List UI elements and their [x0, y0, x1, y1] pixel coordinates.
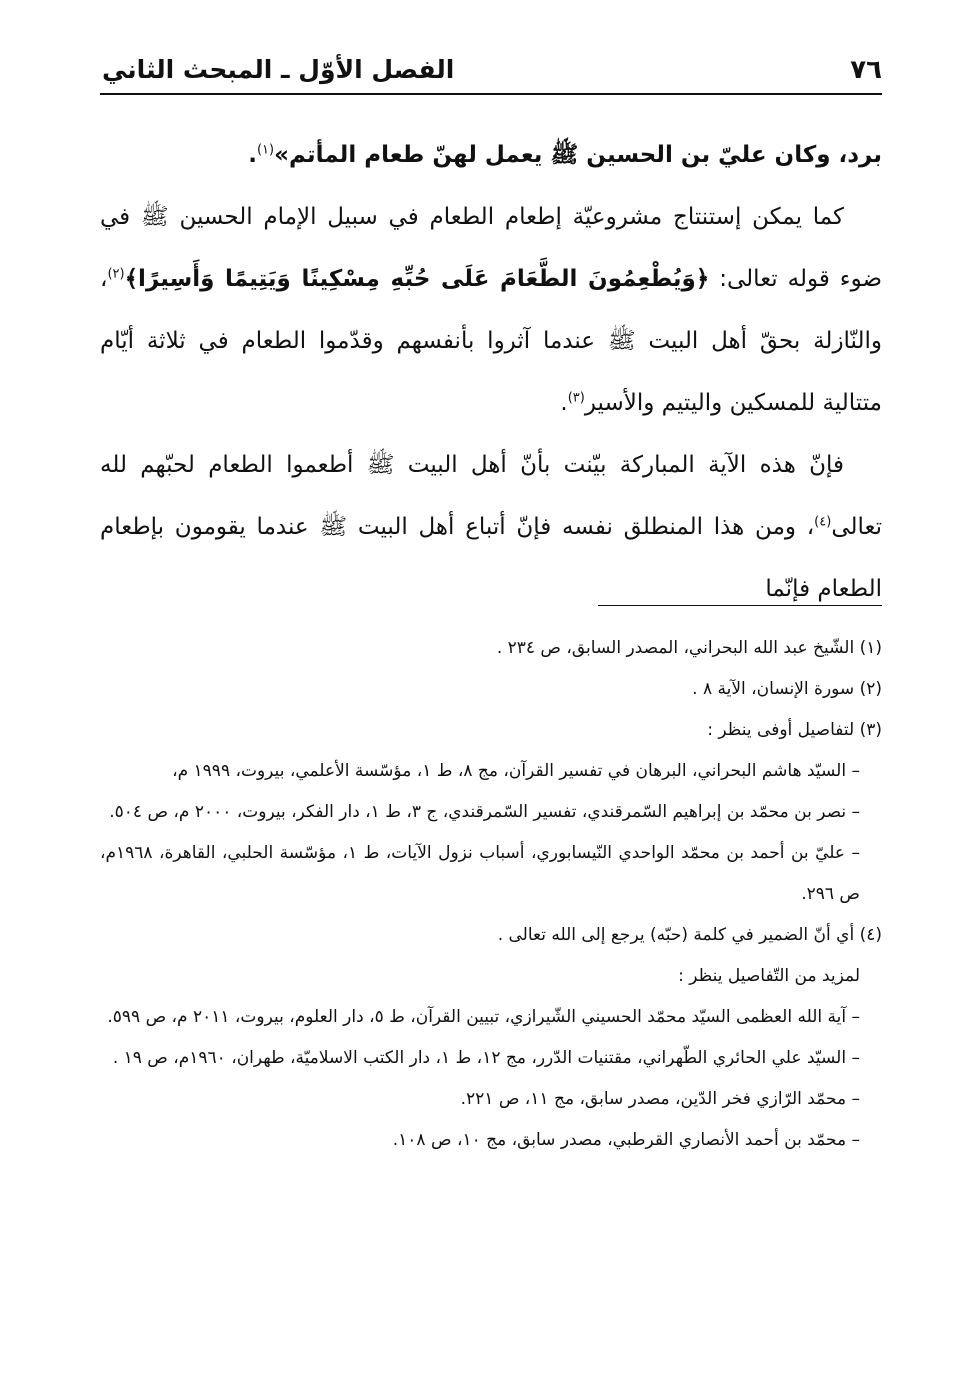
footnote-4-source-4: – محمّد بن أحمد الأنصاري القرطبي، مصدر سابق، مج ١٠، ص ١٠٨. — [392, 1130, 860, 1150]
footnote-3-source-1: – السيّد هاشم البحراني، البرهان في تفسير القرآن، مج ٨، ط ١، مؤسّسة الأعلمي، بيروت، ١٩٩٩ م، — [172, 761, 860, 781]
running-header — [102, 52, 882, 92]
footnote-ref-3[interactable]: (٣) — [567, 390, 585, 406]
paragraph-3-end: ، ومن هذا المنطلق نفسه فإنّ أتباع أهل البيت ﷺ عندما يقومون بإطعام الطعام فإنّما — [100, 514, 882, 602]
paragraph-1-end: . — [248, 142, 257, 168]
footnote-1: (١) الشّيخ عبد الله البحراني، المصدر السابق، ص ٢٣٤ . — [496, 638, 882, 658]
header-rule — [100, 93, 882, 95]
paragraph-1-text: برد، وكان عليّ بن الحسين ﷺ يعمل لهنّ طعام المأتم» — [274, 142, 882, 168]
footnote-ref-2[interactable]: (٢) — [107, 266, 125, 282]
paragraph-1 — [100, 124, 882, 186]
quran-verse: ﴿وَيُطْعِمُونَ الطَّعَامَ عَلَى حُبِّهِ مِسْكِينًا وَيَتِيمًا وَأَسِيرًا﴾ — [124, 266, 710, 292]
running-title: الفصل الأوّل ـ المبحث الثاني — [102, 55, 455, 84]
paragraph-2-middle: ، والنّازلة بحقّ أهل البيت ﷺ عندما آثروا بأنفسهم وقدّموا الطعام في ثلاثة أيّام متتالية للمسكين واليتيم والأسير — [100, 266, 882, 416]
paragraph-2-start: كما يمكن إستنتاج مشروعيّة إطعام الطعام في سبيل الإمام الحسين ﷺ في ضوء قوله تعالى: — [100, 204, 882, 292]
footnote-3-source-3: – عليّ بن أحمد بن محمّد الواحدي النّيسابوري، أسباب نزول الآيات، ط ١، مؤسّسة الحلبي، القاهرة، ١٩٦٨م، ص ٢٩٦. — [100, 843, 860, 904]
footnote-3: (٣) لتفاصيل أوفى ينظر : — [707, 720, 882, 740]
footnote-ref-4[interactable]: (٤) — [814, 514, 832, 530]
main-text — [100, 124, 882, 620]
paragraph-3-start: فإنّ هذه الآية المباركة بيّنت بأنّ أهل البيت ﷺ أطعموا الطعام لحبّهم لله تعالى — [100, 452, 882, 540]
footnote-4: (٤) أي أنّ الضمير في كلمة (حبّه) يرجع إلى الله تعالى . — [497, 925, 882, 945]
footnote-4-source-3: – محمّد الرّازي فخر الدّين، مصدر سابق، مج ١١، ص ٢٢١. — [460, 1089, 860, 1109]
footnote-3-source-2: – نصر بن محمّد بن إبراهيم السّمرقندي، تفسير السّمرقندي، ج ٣، ط ١، دار الفكر، بيروت، ٢٠٠٠ م، ص ٥٠٤. — [109, 802, 860, 822]
footnote-ref-1[interactable]: (١) — [256, 142, 275, 158]
paragraph-2 — [100, 186, 882, 434]
footnote-separator — [598, 605, 882, 606]
footnote-4-intro: لمزيد من التّفاصيل ينظر : — [678, 966, 860, 986]
footnote-4-source-1: – آية الله العظمى السيّد محمّد الحسيني الشّيرازي، تبيين القرآن، ط ٥، دار العلوم، بيروت، ٢٠١١ م، ص ٥٩٩. — [107, 1007, 860, 1027]
footnote-2: (٢) سورة الإنسان، الآية ٨ . — [692, 679, 882, 699]
footnotes — [100, 628, 882, 1161]
paragraph-3 — [100, 434, 882, 620]
paragraph-2-end: . — [560, 390, 568, 416]
page-number: ٧٦ — [850, 55, 882, 85]
footnote-4-source-2: – السيّد علي الحائري الطّهراني، مقتنيات الدّرر، مج ١٢، ط ١، دار الكتب الاسلاميّة، طهران، ١٩٦٠م، ص ١٩ . — [112, 1048, 860, 1068]
